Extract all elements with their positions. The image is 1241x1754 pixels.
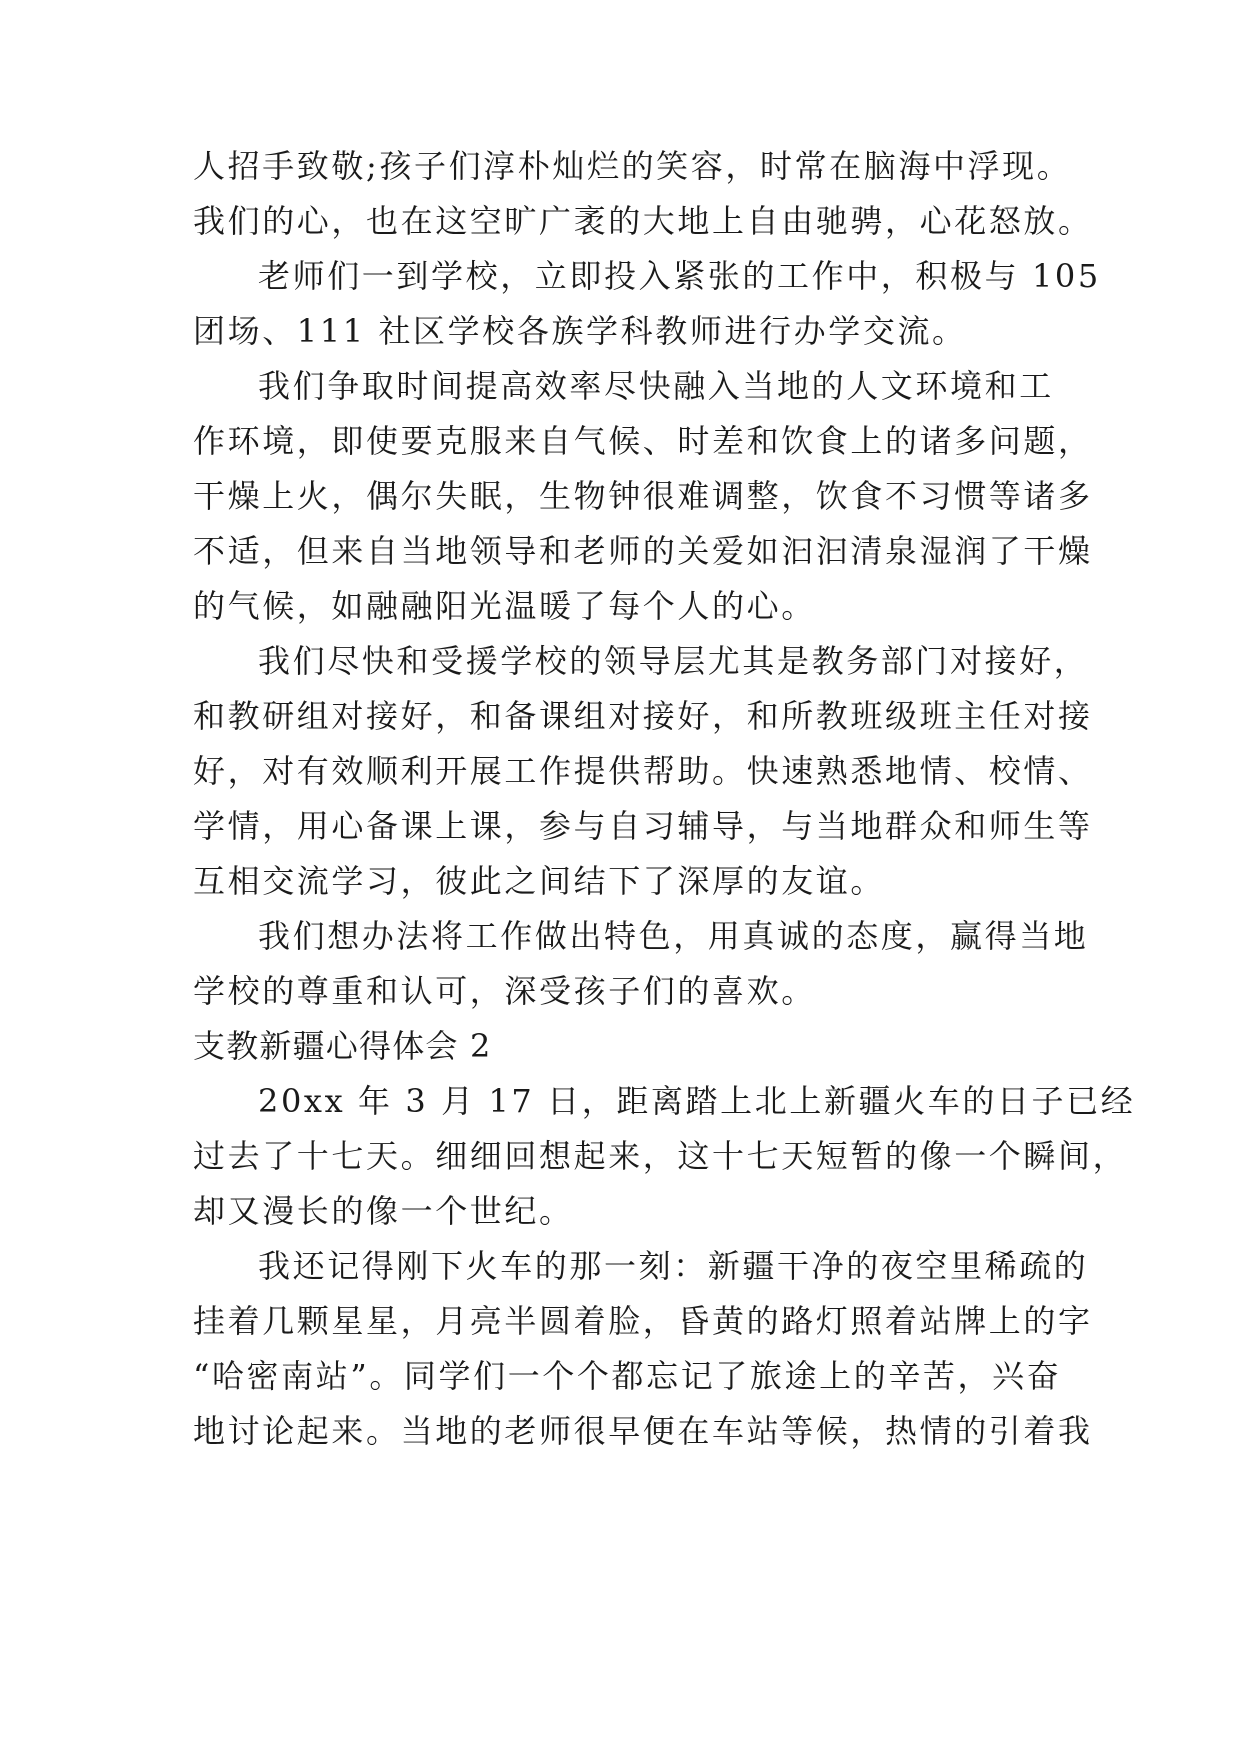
text-line: 学校的尊重和认可，深受孩子们的喜欢。 [193,972,816,1010]
text-line: 却又漫长的像一个世纪。 [193,1192,574,1230]
text-line: 过去了十七天。细细回想起来，这十七天短暂的像一个瞬间， [193,1137,1128,1175]
text-line: “哈密南站”。同学们一个个都忘记了旅途上的辛苦，兴奋 [193,1357,1062,1395]
text-line: 作环境，即使要克服来自气候、时差和饮食上的诸多问题， [193,422,1093,460]
text-line: 不适，但来自当地领导和老师的关爱如汩汩清泉湿润了干燥 [193,532,1093,570]
text-line: 干燥上火，偶尔失眠，生物钟很难调整，饮食不习惯等诸多 [193,477,1093,515]
text-line: 挂着几颗星星，月亮半圆着脸，昏黄的路灯照着站牌上的字 [193,1302,1093,1340]
paragraph-start-line: 我还记得刚下火车的那一刻：新疆干净的夜空里稀疏的 [258,1247,1089,1285]
text-line: 学情，用心备课上课，参与自习辅导，与当地群众和师生等 [193,807,1093,845]
paragraph-start-line: 我们想办法将工作做出特色，用真诚的态度，赢得当地 [258,917,1089,955]
text-line: 互相交流学习，彼此之间结下了深厚的友谊。 [193,862,886,900]
paragraph-start-line: 20xx 年 3 月 17 日，距离踏上北上新疆火车的日子已经 [258,1082,1136,1120]
text-line: 的气候，如融融阳光温暖了每个人的心。 [193,587,816,625]
text-line: 和教研组对接好，和备课组对接好，和所教班级班主任对接 [193,697,1093,735]
text-line: 地讨论起来。当地的老师很早便在车站等候，热情的引着我 [193,1412,1093,1450]
paragraph-start-line: 我们尽快和受援学校的领导层尤其是教务部门对接好， [258,642,1089,680]
text-line: 我们的心，也在这空旷广袤的大地上自由驰骋，心花怒放。 [193,202,1093,240]
paragraph-start-line: 老师们一到学校，立即投入紧张的工作中，积极与 105 [258,257,1101,295]
section-heading: 支教新疆心得体会 2 [193,1027,492,1065]
paragraph-start-line: 我们争取时间提高效率尽快融入当地的人文环境和工 [258,367,1054,405]
text-line: 人招手致敬;孩子们淳朴灿烂的笑容，时常在脑海中浮现。 [193,147,1072,185]
text-line: 好，对有效顺利开展工作提供帮助。快速熟悉地情、校情、 [193,752,1093,790]
text-line: 团场、111 社区学校各族学科教师进行办学交流。 [193,312,967,350]
